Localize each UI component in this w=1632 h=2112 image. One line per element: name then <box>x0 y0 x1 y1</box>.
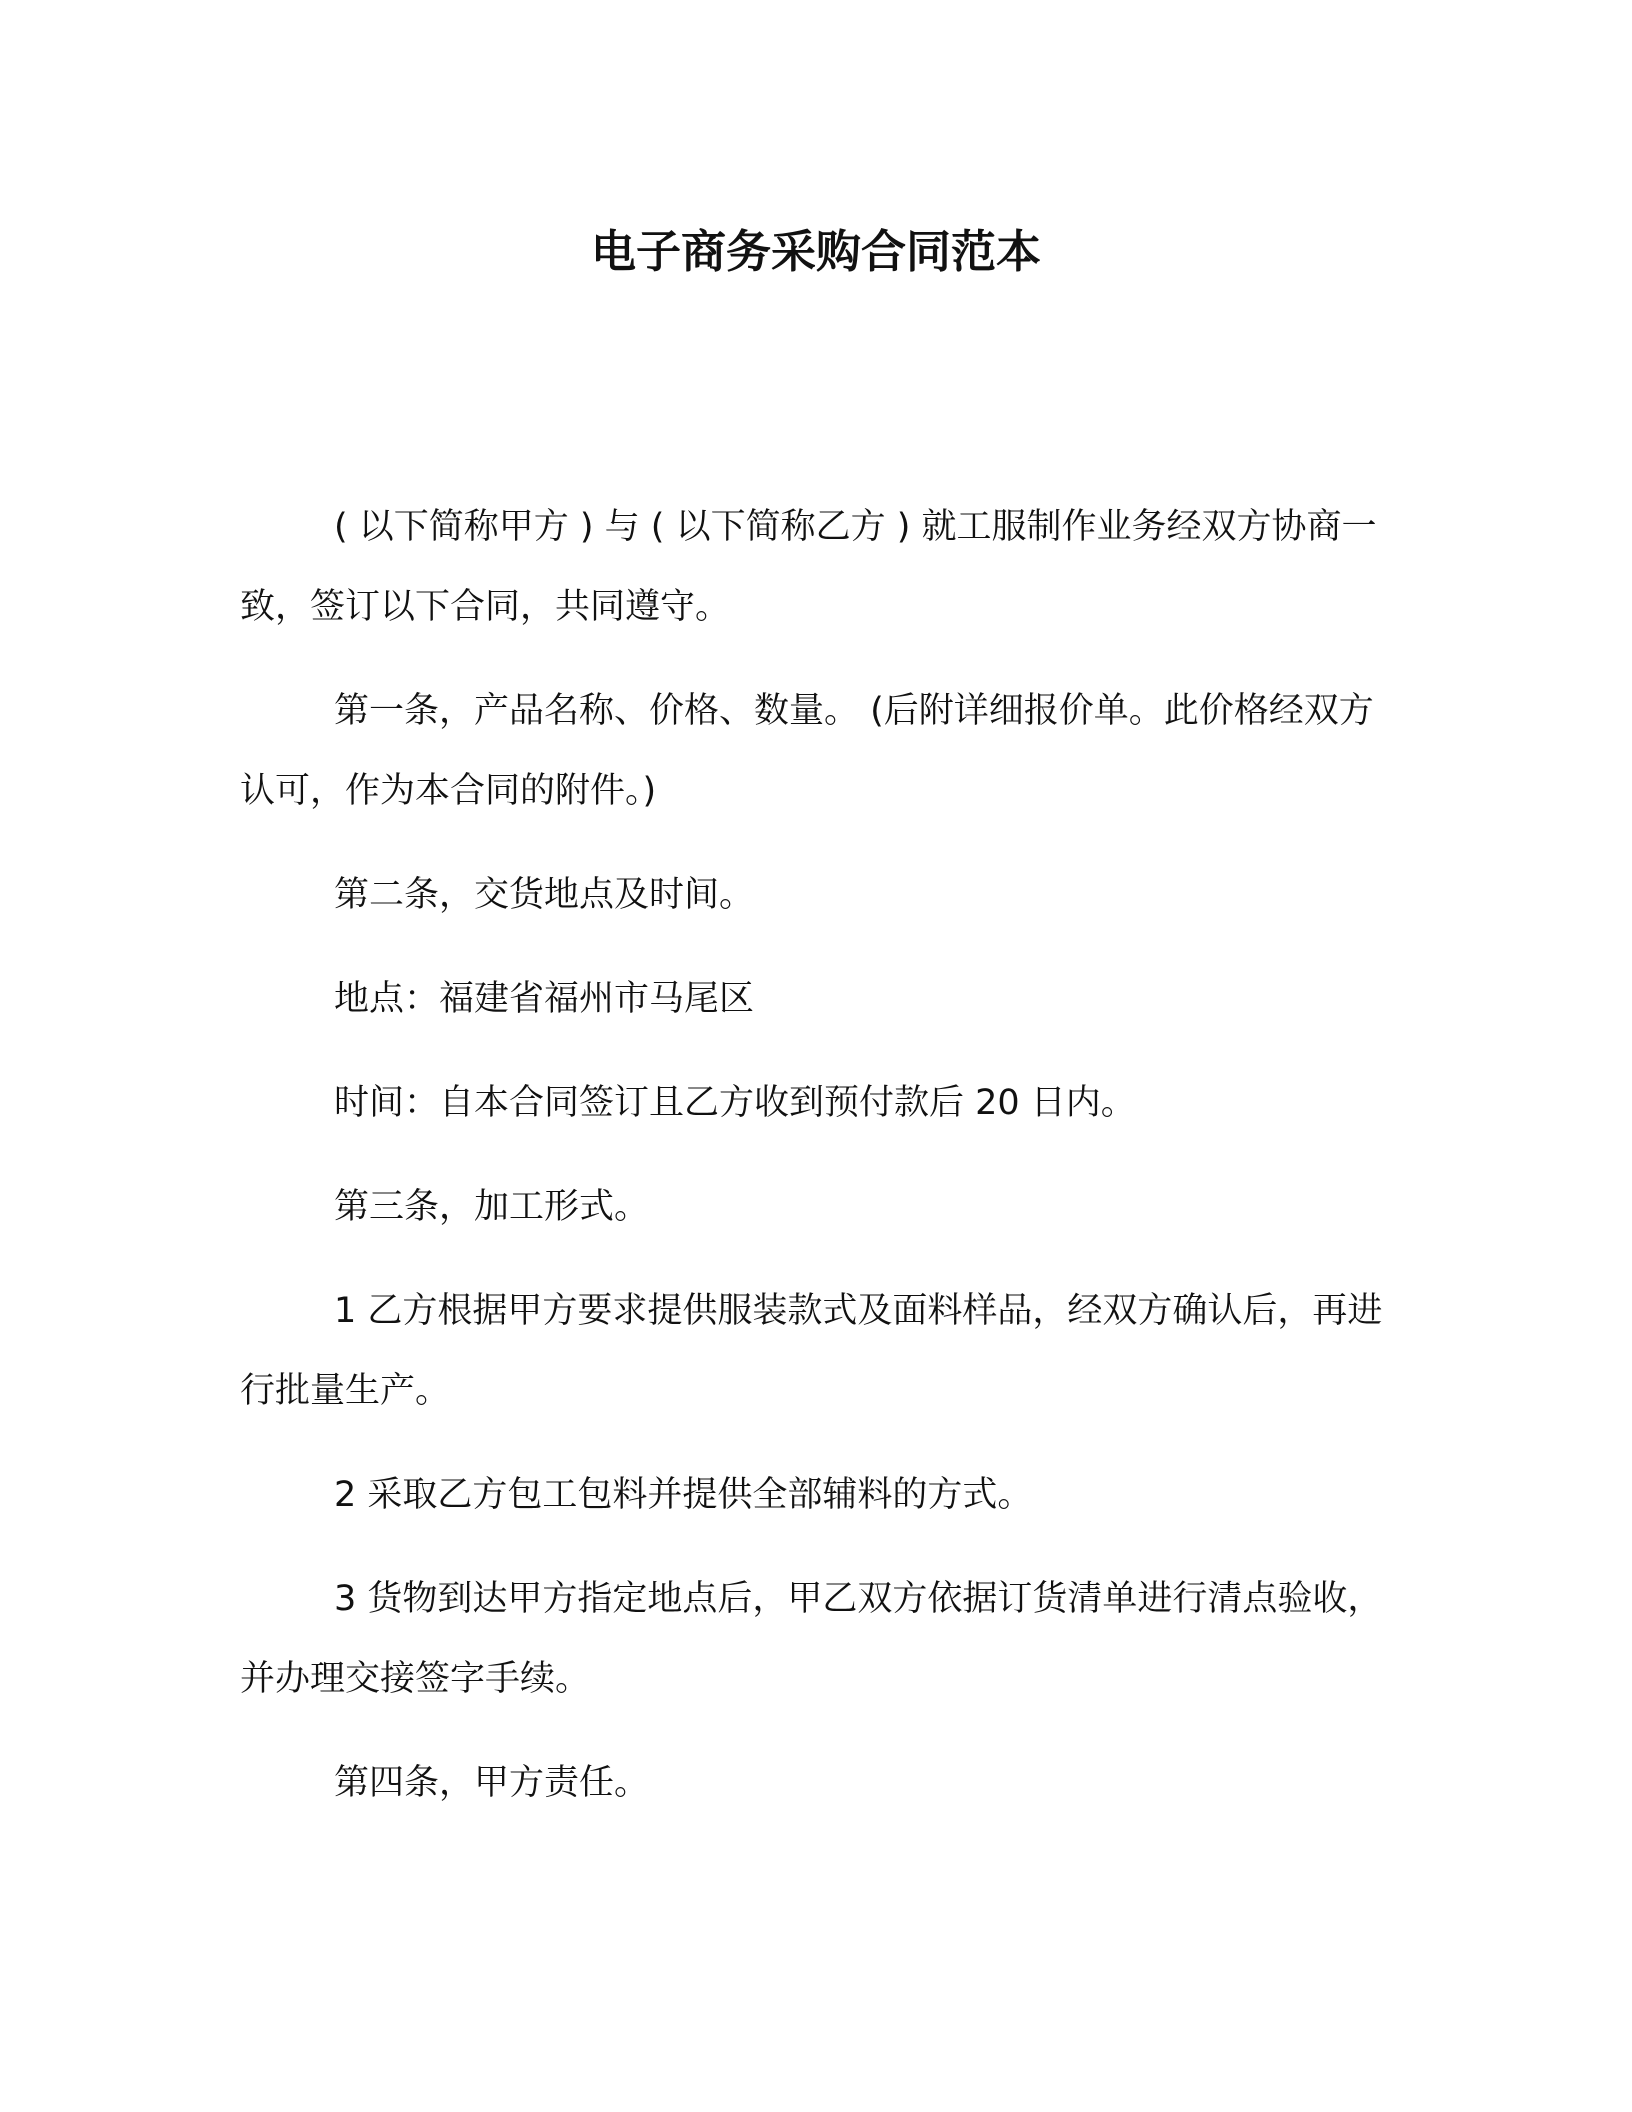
paragraph-article-3: 第三条，加工形式。 <box>334 1187 650 1227</box>
paragraph-item-2: 2 采取乙方包工包料并提供全部辅料的方式。 <box>334 1475 1033 1515</box>
paragraph-item-1: 1 乙方根据甲方要求提供服装款式及面料样品，经双方确认后，再进行批量生产。 <box>240 1291 1383 1411</box>
paragraph-parties: ( 以下简称甲方 ) 与 ( 以下简称乙方 ) 就工服制作业务经双方协商一致，签订以下合同，共同遵守。 <box>240 507 1377 627</box>
paragraph-article-2: 第二条，交货地点及时间。 <box>334 875 755 915</box>
paragraph-article-4: 第四条，甲方责任。 <box>334 1763 650 1803</box>
paragraph-time: 时间：自本合同签订且乙方收到预付款后 20 日内。 <box>334 1083 1136 1123</box>
paragraph-article-1: 第一条，产品名称、价格、数量。 (后附详细报价单。此价格经双方认可，作为本合同的附件。) <box>240 691 1374 811</box>
document-body <box>240 487 1392 1847</box>
paragraph-location: 地点：福建省福州市马尾区 <box>334 979 755 1019</box>
document-title: 电子商务采购合同范本 <box>590 225 1041 278</box>
paragraph-item-3: 3 货物到达甲方指定地点后，甲乙双方依据订货清单进行清点验收，并办理交接签字手续。 <box>240 1579 1383 1699</box>
